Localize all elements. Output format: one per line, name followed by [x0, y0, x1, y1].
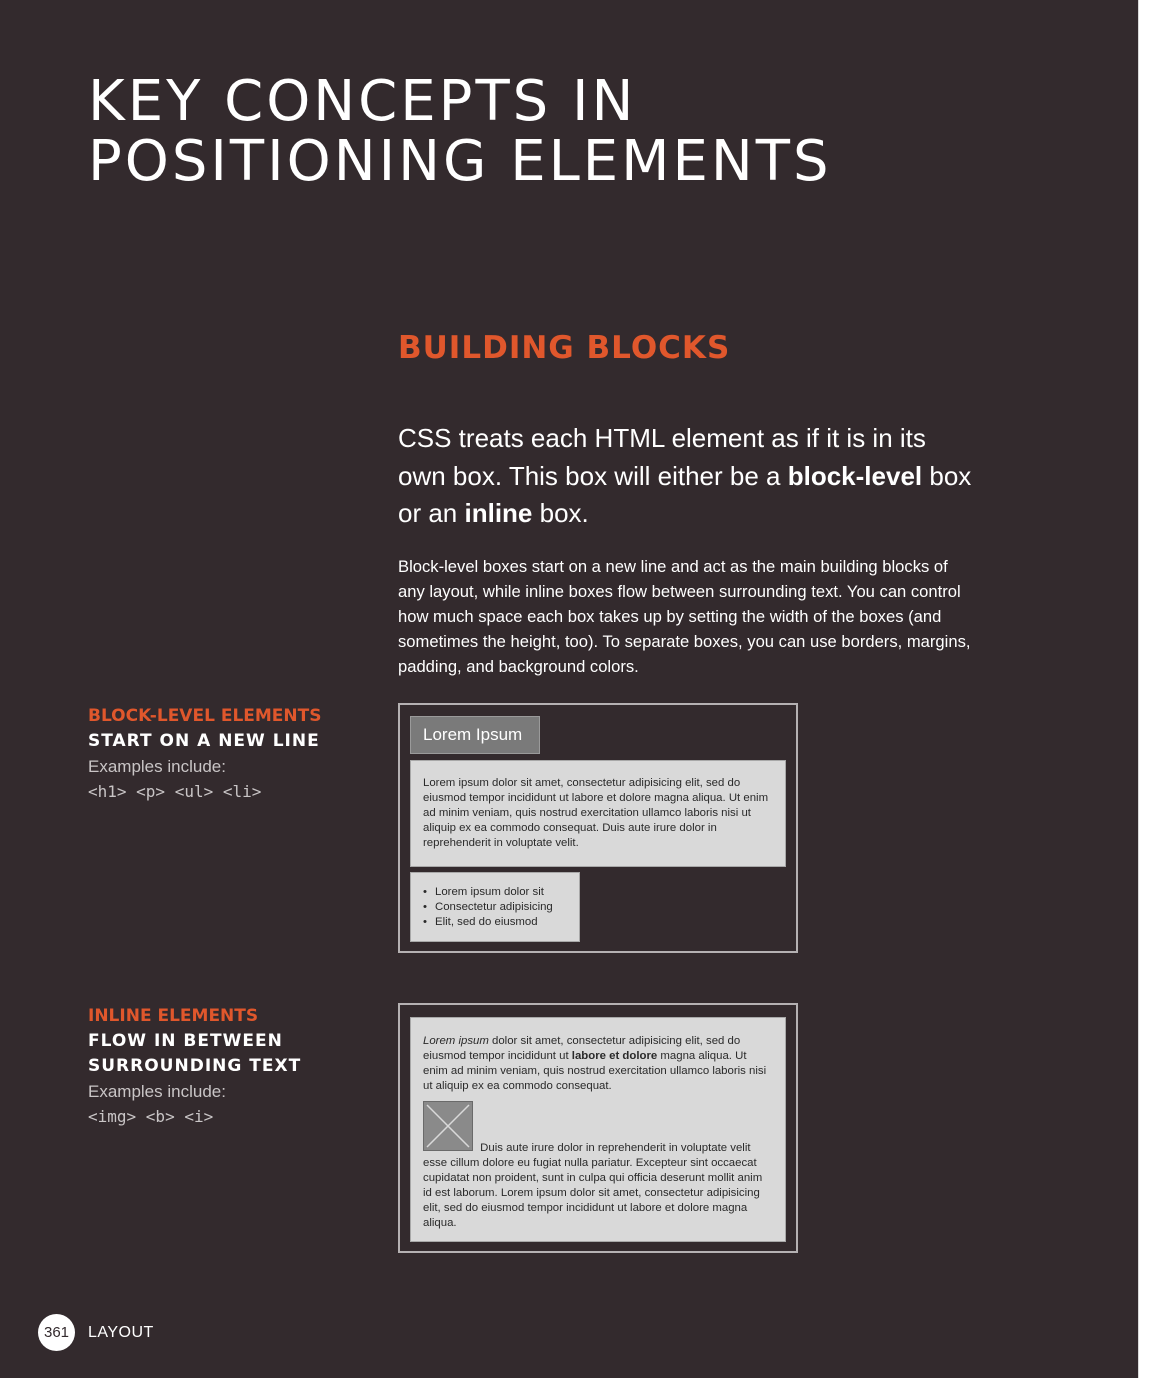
inline-paragraph-2 — [423, 1101, 773, 1231]
page-number-badge: 361 — [38, 1314, 75, 1351]
page-title-line-1: KEY CONCEPTS IN — [88, 69, 637, 134]
inline-subtitle-line-1: FLOW IN BETWEEN — [88, 1031, 283, 1051]
section-label: LAYOUT — [88, 1324, 154, 1341]
lead-bold-block-level: block-level — [787, 460, 923, 491]
lead-text-1: CSS treats each HTML element as if it is in its own box. This box will either be a — [398, 423, 926, 491]
section-heading: BUILDING BLOCKS — [398, 330, 731, 366]
block-level-diagram — [398, 703, 798, 953]
inline-kicker: INLINE ELEMENTS — [88, 1006, 259, 1026]
list-item: • Consectetur adipisicing — [423, 900, 573, 915]
lead-text-3: box. — [532, 498, 589, 528]
diagram-list — [423, 885, 573, 930]
block-level-examples-label: Examples include: — [88, 757, 226, 776]
inline-examples-label: Examples include: — [88, 1082, 226, 1101]
inline-subtitle-line-2: SURROUNDING TEXT — [88, 1056, 302, 1076]
list-item: • Lorem ipsum dolor sit — [423, 885, 573, 900]
diagram-heading-box: Lorem Ipsum — [410, 716, 540, 754]
inline-text-3: Duis aute irure dolor in reprehenderit in voluptate velit esse cillum dolore eu fugiat nulla pariatur. Excepteur sint occaecat cupidatat non proident, sunt in culpa qui officia deserunt mollit anim id est laborum. Lorem ipsum dolor sit amet, consectetur adipisicing elit, sed do eiusmod tempor incididunt ut labore et dolore magna aliqua. — [423, 1142, 763, 1229]
block-level-caption — [88, 704, 321, 804]
inline-text-box — [410, 1017, 786, 1242]
inline-text-1: dolor sit amet, consectetur adipisicing elit, sed do eiusmod tempor incididunt ut — [423, 1035, 741, 1062]
lead-bold-inline: inline — [464, 498, 533, 528]
block-level-tags: <h1> <p> <ul> <li> — [88, 782, 262, 801]
lead-text-2: box or an — [398, 460, 972, 528]
lead-paragraph — [398, 420, 978, 533]
inline-caption — [88, 1004, 301, 1129]
page-title-line-2: POSITIONING ELEMENTS — [88, 129, 832, 194]
inline-tags: <img> <b> <i> — [88, 1107, 214, 1126]
inline-paragraph-1 — [423, 1034, 773, 1094]
image-placeholder-icon — [423, 1101, 473, 1151]
page-edge — [1138, 0, 1172, 1378]
inline-text-2: magna aliqua. Ut enim ad minim veniam, quis nostrud exercitation ullamco laboris nisi ut aliquip ex ea commodo consequat. — [423, 1050, 767, 1092]
list-item: • Elit, sed do eiusmod — [423, 915, 573, 930]
inline-italic-text: Lorem ipsum — [423, 1035, 489, 1047]
body-paragraph: Block-level boxes start on a new line and act as the main building blocks of any layout, while inline boxes flow between surrounding text. You can control how much space each box takes up by setting the width of the boxes (and sometimes the height, too). To separate boxes, you can use borders, margins, padding, and background colors. — [398, 557, 971, 676]
block-level-subtitle: START ON A NEW LINE — [88, 731, 320, 751]
diagram-paragraph-box: Lorem ipsum dolor sit amet, consectetur adipisicing elit, sed do eiusmod tempor incididunt ut labore et dolore magna aliqua. Ut enim ad minim veniam, quis nostrud exercitation ullamco laboris nisi ut aliquip ex ea commodo consequat. Duis aute irure dolor in reprehenderit in voluptate velit. — [410, 760, 786, 867]
inline-diagram — [398, 1003, 798, 1253]
page-title — [88, 69, 832, 194]
diagram-list-box — [410, 872, 580, 942]
inline-bold-text: labore et dolore — [571, 1050, 658, 1062]
block-level-kicker: BLOCK-LEVEL ELEMENTS — [88, 706, 322, 726]
